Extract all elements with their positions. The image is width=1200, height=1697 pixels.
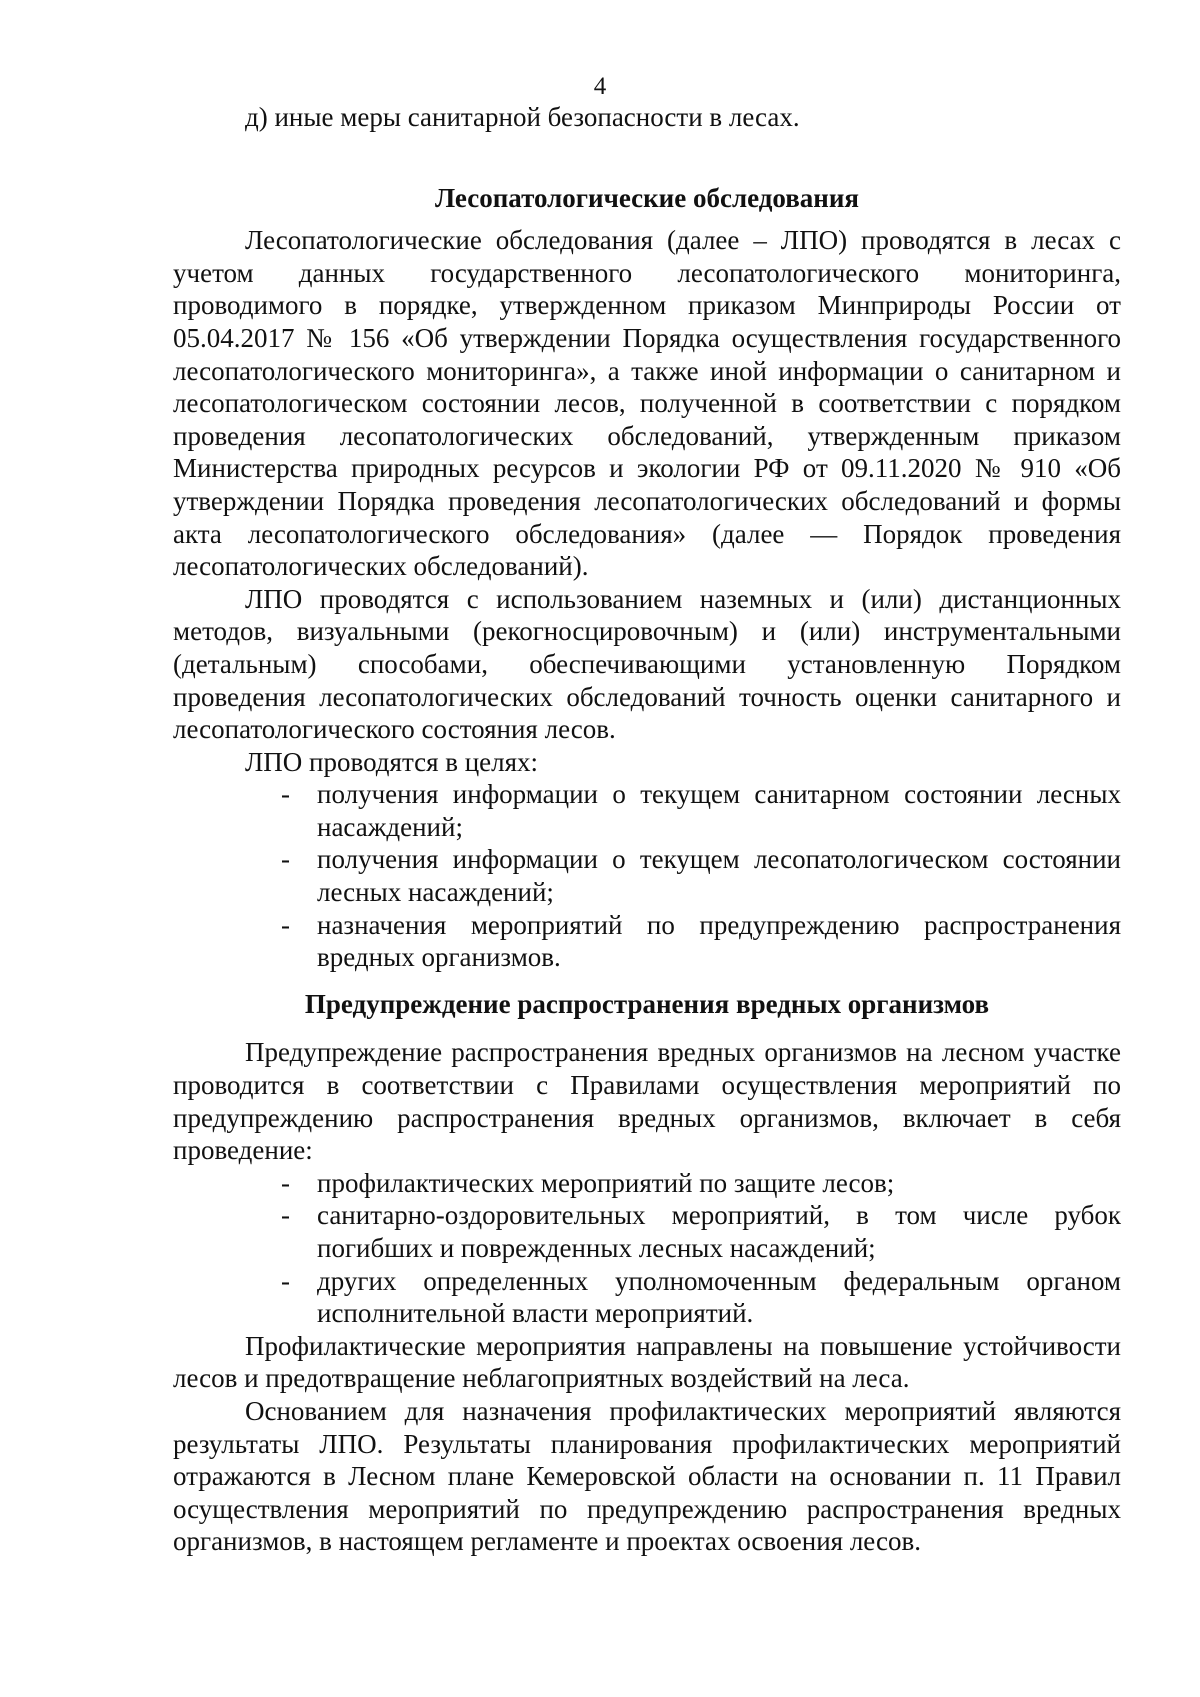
list-item-text: назначения мероприятий по предупреждению распространения вредных организмов.	[317, 909, 1121, 973]
section1-paragraph-1: Лесопатологические обследования (далее – ЛПО) проводятся в лесах с учетом данных государственного лесопатологического мониторинга, проводимого в порядке, утвержденном приказом Минприроды России от 05.04.2017 № 156 «Об утверждении Порядка осуществления государственного лесопатологического мониторинга», а также иной информации о санитарном и лесопатологическом состоянии лесов, полученной в соответствии с порядком проведения лесопатологических обследований, утвержденным приказом Министерства природных ресурсов и экологии РФ от 09.11.2020 № 910 «Об утверждении Порядка проведения лесопатологических обследований и формы акта лесопатологического обследования» (далее — Порядок проведения лесопатологических обследований).	[173, 225, 1121, 582]
list-item	[173, 778, 1121, 843]
dash-marker: -	[281, 779, 290, 810]
list-item-text: других определенных уполномоченным федеральным органом исполнительной власти мероприятий.	[317, 1265, 1121, 1329]
section2-paragraph-2: Профилактические мероприятия направлены на повышение устойчивости лесов и предотвращение неблагоприятных воздействий на леса.	[173, 1330, 1121, 1394]
page-number: 4	[593, 73, 607, 100]
section1-goals-list	[173, 778, 1121, 974]
dash-marker: -	[281, 1265, 290, 1296]
dash-marker: -	[281, 1167, 290, 1198]
dash-marker: -	[281, 844, 290, 875]
list-item	[173, 1265, 1121, 1330]
dash-marker: -	[281, 909, 290, 940]
section2-paragraph-3: Основанием для назначения профилактических мероприятий являются результаты ЛПО. Результаты планирования профилактических мероприятий отражаются в Лесном плане Кемеровской области на основании п. 11 Правил осуществления мероприятий по предупреждению распространения вредных организмов, в настоящем регламенте и проектах освоения лесов.	[173, 1395, 1121, 1557]
list-item-text: получения информации о текущем санитарном состоянии лесных насаждений;	[317, 779, 1121, 842]
list-item-text: получения информации о текущем лесопатологическом состоянии лесных насаждений;	[317, 844, 1121, 908]
list-item	[173, 843, 1121, 908]
document-body	[173, 101, 1121, 1558]
list-item-text: санитарно-оздоровительных мероприятий, в том числе рубок погибших и поврежденных лесных насаждений;	[317, 1200, 1121, 1263]
list-item-text: профилактических мероприятий по защите лесов;	[317, 1167, 895, 1198]
section-heading-forest-pathology-surveys: Лесопатологические обследования	[434, 182, 860, 213]
list-item	[173, 909, 1121, 974]
section1-paragraph-3: ЛПО проводятся в целях:	[245, 746, 539, 777]
intro-line: д) иные меры санитарной безопасности в лесах.	[245, 102, 800, 132]
section2-measures-list	[173, 1167, 1121, 1330]
section1-paragraph-2: ЛПО проводятся с использованием наземных и (или) дистанционных методов, визуальными (рекогносцировочным) и (или) инструментальными (детальным) способами, обеспечивающими установленную Порядком проведения лесопатологических обследований точность оценки санитарного и лесопатологического состояния лесов.	[173, 583, 1121, 745]
section-heading-pest-prevention: Предупреждение распространения вредных организмов	[304, 988, 990, 1019]
dash-marker: -	[281, 1200, 290, 1231]
list-item	[173, 1167, 1121, 1200]
list-item	[173, 1199, 1121, 1264]
section2-paragraph-1: Предупреждение распространения вредных организмов на лесном участке проводится в соответствии с Правилами осуществления мероприятий по предупреждению распространения вредных организмов, включает в себя проведение:	[173, 1037, 1121, 1166]
